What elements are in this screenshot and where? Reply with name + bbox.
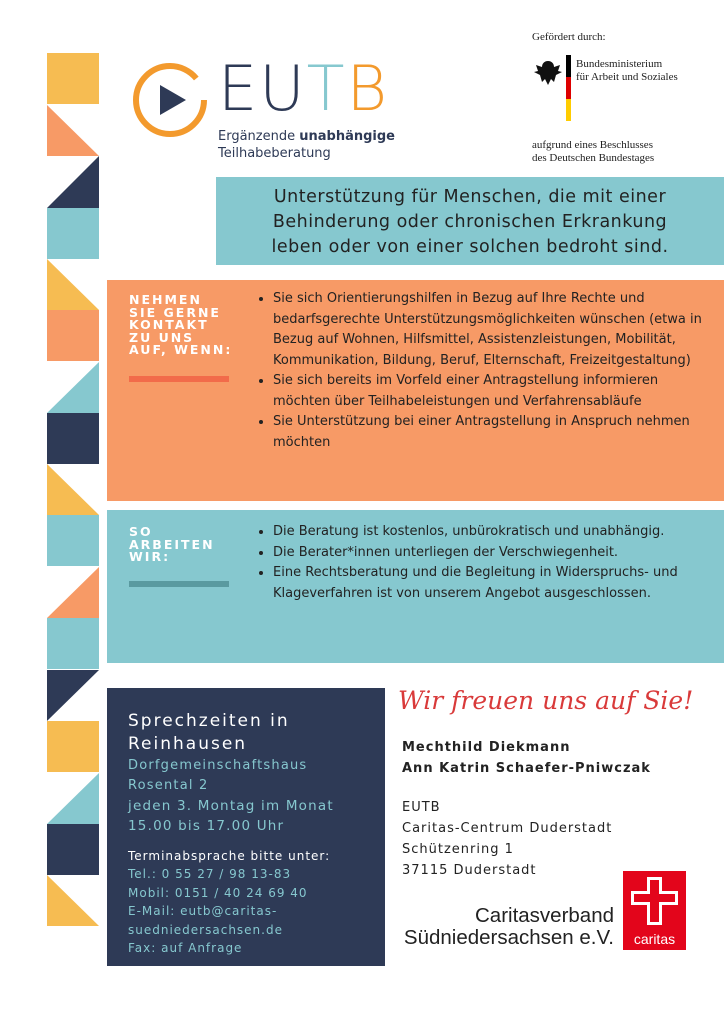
working-principles-box xyxy=(107,510,724,663)
funding-note: aufgrund eines Beschlusses des Deutschen Bundestages xyxy=(532,139,655,164)
label-underline xyxy=(129,376,229,382)
work-box-label: SO ARBEITEN WIR: xyxy=(129,524,215,564)
play-circle-icon xyxy=(130,60,214,144)
list-item: • Die Beratung ist kostenlos, unbürokratisch und unabhängig. xyxy=(273,522,693,543)
flag-stripe xyxy=(566,55,571,121)
caritas-cross-icon xyxy=(623,871,686,931)
welcome-script: Wir freuen uns auf Sie! xyxy=(398,686,694,715)
label-underline xyxy=(129,581,229,587)
contact-reasons-list xyxy=(257,289,713,453)
funding-label: Gefördert durch: xyxy=(532,31,606,43)
venue-info: Dorfgemeinschaftshaus Rosental 2 jeden 3. Montag im Monat 15.00 bis 17.00 Uhr xyxy=(128,758,334,834)
list-item: • Die Berater*innen unterliegen der Verschwiegenheit. xyxy=(273,543,693,564)
office-hours-panel xyxy=(107,688,385,966)
working-principles-list xyxy=(257,522,693,604)
contact-box-label: NEHMEN SIE GERNE KONTAKT ZU UNS AUF, WENN: xyxy=(129,292,233,357)
contact-details: Tel.: 0 55 27 / 98 13-83 Mobil: 0151 / 40 24 69 40 E-Mail: eutb@caritas- suedniedersachsen.de Fax: auf Anfrage xyxy=(128,867,308,955)
headline-banner: Unterstützung für Menschen, die mit einer Behinderung oder chronischen Erkrankung leben oder von einer solchen bedroht sind. xyxy=(216,177,724,265)
logo-subtitle: Ergänzende unabhängige Teilhabeberatung xyxy=(218,129,395,161)
appointment-label: Terminabsprache bitte unter: xyxy=(128,849,331,863)
office-hours-title: Sprechzeiten in Reinhausen xyxy=(128,711,290,754)
list-item: • Sie Unterstützung bei einer Antragstellung in Anspruch nehmen möchten xyxy=(273,412,713,453)
logo-wordmark: EUTB xyxy=(218,52,390,125)
caritas-logo: caritas xyxy=(623,871,686,950)
triangle-pattern xyxy=(47,53,99,963)
federal-eagle-icon xyxy=(532,58,564,88)
list-item: • Eine Rechtsberatung und die Begleitung in Widerspruchs- und Klageverfahren ist von unserem Angebot ausgeschlossen. xyxy=(273,563,693,604)
address-block: EUTB Caritas-Centrum Duderstadt Schützenring 1 37115 Duderstadt xyxy=(402,800,613,878)
contact-reasons-box xyxy=(107,280,724,501)
list-item: • Sie sich bereits im Vorfeld einer Antragstellung informieren möchten über Teilhabeleistungen und Verfahrensabläufe xyxy=(273,371,713,412)
organization-name: Caritasverband Südniedersachsen e.V. xyxy=(403,904,614,949)
advisor-names: Mechthild Diekmann Ann Katrin Schaefer-Pniwczak xyxy=(402,740,651,776)
list-item: • Sie sich Orientierungshilfen in Bezug auf Ihre Rechte und bedarfsgerechte Unterstützungsmöglichkeiten wünschen (etwa in Bezug auf Wohnen, Hilfsmittel, Assistenzleistungen, Mobilität, Kommunikation, Bildung, Beruf, Elternschaft, Freizeitgestaltung) xyxy=(273,289,713,371)
decorative-stripe xyxy=(47,53,99,967)
ministry-name: Bundesministerium für Arbeit und Soziales xyxy=(576,58,678,83)
